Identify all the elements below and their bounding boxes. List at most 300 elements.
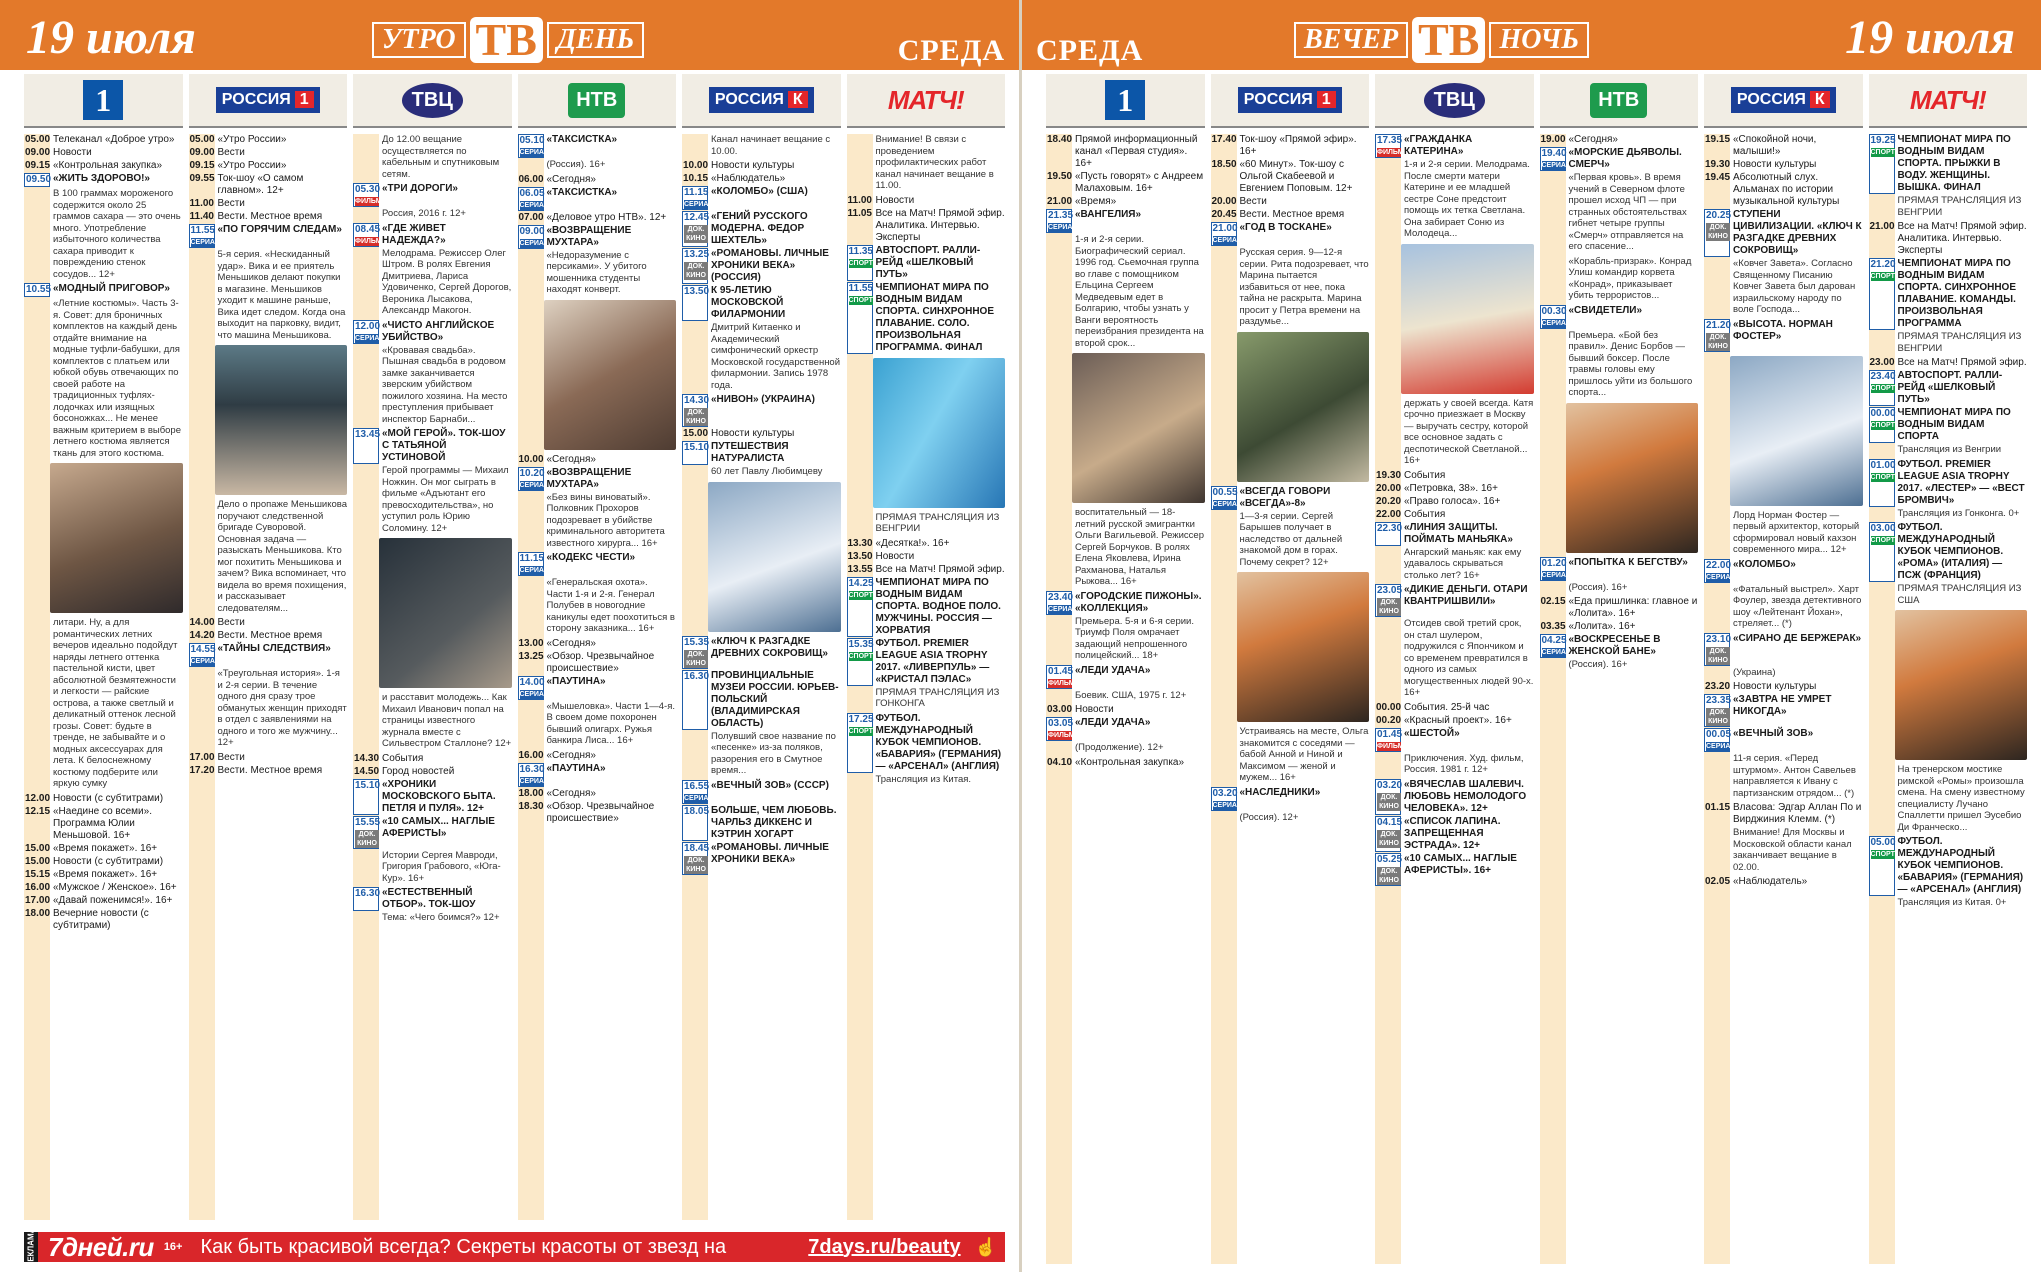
brand-tv-logo: ТВ — [1412, 17, 1485, 63]
programme-title: «Контрольная закупка» — [1075, 756, 1185, 768]
programme-time: 01.45 — [1048, 665, 1074, 677]
programme-title: «ТАЙНЫ СЛЕДСТВИЯ» — [217, 643, 331, 654]
programme-time-cell — [1046, 757, 1072, 769]
ad-age-rating: 16+ — [163, 1241, 183, 1253]
programme-time-cell — [1375, 522, 1401, 546]
genre-badge: ФИЛЬМ — [1377, 742, 1404, 750]
programme-time: 10.55 — [26, 284, 52, 295]
programme-description: (Россия). 12+ — [1239, 811, 1299, 823]
programme-time: 13.30 — [847, 537, 873, 549]
programme-title: ЧЕМПИОНАТ МИРА ПО ВОДНЫМ ВИДАМ СПОРТА. ВОДНОЕ ПОЛО. МУЖЧИНЫ. РОССИЯ — ХОРВАТИЯ — [875, 576, 1001, 636]
programme-time: 03.20 — [1212, 787, 1238, 799]
programme-time: 18.45 — [684, 842, 710, 854]
genre-badge: СПОРТ — [1870, 422, 1895, 429]
brand-word-2: НОЧЬ — [1489, 22, 1589, 58]
programme-title: «ВОСКРЕСЕНЬЕ В ЖЕНСКОЙ БАНЕ» — [1568, 634, 1661, 657]
programme-time-cell — [189, 147, 215, 159]
channel-logo-mark: МАТЧ! — [1909, 84, 1986, 115]
programme-time: 03.00 — [1047, 704, 1073, 715]
programme-time-cell — [1869, 459, 1895, 507]
programme-time: 03.35 — [1540, 621, 1566, 632]
programme-listing — [847, 195, 1006, 207]
genre-badge: ДОК. КИНО — [684, 262, 708, 280]
channel-column — [1375, 134, 1534, 1264]
programme-description: держать у своей всегда. Катя срочно приезжает в Москву — выручать сестру, которой все основное задать с деспотической Светланой... 16+ — [1404, 397, 1534, 466]
time-band — [1540, 134, 1571, 1264]
genre-badge: ДОК. КИНО — [1377, 830, 1401, 848]
programme-description: «Мышеловка». Части 1—4-я. В своем доме похоронен бывший олигарх. Ружья банкира Лиса... 16+ — [546, 700, 675, 746]
genre-badge: СПОРТ — [1870, 537, 1895, 544]
programme-time: 10.20 — [519, 467, 545, 479]
programme-time: 10.00 — [518, 453, 544, 465]
programme-time-cell — [682, 248, 708, 284]
programme-time: 04.15 — [1377, 816, 1403, 828]
time-band — [1211, 134, 1242, 1264]
programme-title: «ЧИСТО АНГЛИЙСКОЕ УБИЙСТВО» — [382, 319, 495, 343]
programme-description: «Фатальный выстрел». Харт Фоулер, звезда детективного шоу «Лейтенант Йохан», стреляет... (*) — [1733, 583, 1862, 629]
programme-photo — [1566, 403, 1699, 553]
right-brand — [1294, 14, 1589, 65]
programme-time: 15.10 — [355, 779, 381, 791]
programme-time: 01.00 — [1870, 459, 1896, 471]
programme-listing — [1704, 681, 1863, 693]
programme-listing — [1704, 559, 1863, 583]
programme-title: «ВСЕГДА ГОВОРИ «ВСЕГДА»-8» — [1239, 485, 1331, 509]
programme-listing — [847, 282, 1006, 354]
genre-badge: СЕРИАЛ — [1048, 224, 1078, 231]
programme-title: «ГРАЖДАНКА КАТЕРИНА» — [1404, 134, 1473, 157]
channel-column — [847, 134, 1006, 1220]
programme-time: 18.00 — [518, 787, 544, 799]
channel-logo-mark: 1 — [1105, 80, 1145, 120]
programme-listing — [189, 147, 348, 159]
programme-time: 23.20 — [1705, 681, 1731, 692]
programme-listing — [1211, 159, 1370, 195]
programme-photo — [1730, 356, 1863, 506]
programme-title: Все на Матч! Прямой эфир. Аналитика. Интервью. Эксперты — [875, 207, 1005, 243]
genre-badge: ДОК. КИНО — [684, 856, 708, 874]
programme-time: 13.25 — [684, 249, 710, 260]
programme-time: 05.00 — [25, 134, 51, 145]
programme-time-cell — [1540, 621, 1566, 633]
programme-time-cell — [1704, 559, 1736, 583]
programme-time-cell — [1704, 319, 1730, 352]
programme-listing — [1869, 522, 2028, 582]
programme-description: «Без вины виноватый». Полковник Прохоров подозревает в убийстве криминального авторитета известного хирурга... 16+ — [546, 491, 665, 549]
programme-title: Вести — [217, 198, 245, 209]
programme-listing — [189, 134, 348, 146]
programme-title: «Пусть говорят» с Андреем Малаховым. 16+ — [1075, 171, 1204, 194]
ad-banner[interactable] — [24, 1227, 1005, 1267]
programme-description: 1—3-я серии. Сергей Барышев получает в наследство от дальней знакомой дом в горах. Почему секрет? 12+ — [1239, 510, 1343, 568]
programme-time-cell — [1704, 876, 1730, 888]
programme-listing — [1704, 209, 1863, 257]
genre-badge: СЕРИАЛ — [519, 567, 549, 574]
programme-description: Герой программы — Михаил Ножкин. Он мог сыграть в фильме «Адъютант его превосходительства», но уступил роль Юрию Соломину. 12+ — [382, 465, 509, 534]
programme-time: 00.30 — [1541, 305, 1567, 317]
programme-description: литари. Ну, а для романтических летних вечеров идеально подойдут наряды летнего оттенка пастельной кисти, цвет абсолютной безмятежности и легкости — райские острова, а также светлый и деликатный оттенок лесной грозы. Совет: будьте в тренде, не забывайте и о модных аксессуарах для лета. К белоснежному костюму подберите или яркую сумку — [53, 617, 178, 789]
programme-time-cell — [1869, 370, 1895, 406]
programme-time-cell — [189, 198, 215, 210]
programme-time: 11.55 — [190, 225, 215, 236]
programme-title: «ГОРОДСКИЕ ПИЖОНЫ». «КОЛЛЕКЦИЯ» — [1075, 590, 1202, 614]
genre-badge: ДОК. КИНО — [355, 830, 379, 848]
programme-title: Телеканал «Доброе утро» — [53, 134, 175, 145]
programme-description: Лорд Норман Фостер — первый архитектор, который сформировал новый кахзон современного мира... 12+ — [1733, 509, 1860, 555]
programme-title: «Утро России» — [217, 160, 287, 171]
programme-listing — [353, 320, 512, 344]
channel-logo — [1540, 74, 1699, 128]
programme-time-cell — [24, 908, 50, 932]
programme-time: 01.20 — [1541, 557, 1567, 569]
programme-time-cell — [847, 538, 873, 550]
programme-time-cell — [518, 676, 549, 700]
programme-listing — [1869, 357, 2028, 369]
programme-title: «Обзор. Чрезвычайное происшествие» — [546, 800, 655, 824]
ad-message: Как быть красивой всегда? Секреты красоты от звезд на — [200, 1235, 727, 1258]
programme-time: 10.00 — [683, 160, 709, 171]
pointer-cursor-icon: ☝ — [974, 1236, 997, 1257]
programme-time-cell — [1375, 483, 1401, 495]
programme-time-cell — [682, 394, 708, 427]
programme-listing — [1869, 407, 2028, 443]
programme-description: Тема: «Чего боимся?» 12+ — [382, 912, 500, 923]
programme-listing — [518, 788, 677, 800]
programme-listing — [1869, 258, 2028, 330]
channel-column — [1869, 134, 2028, 1264]
programme-title: «ТАКСИСТКА» — [546, 134, 618, 145]
programme-time: 23.40 — [1048, 591, 1074, 603]
programme-listing — [1046, 757, 1205, 769]
programme-time-cell — [1046, 134, 1072, 170]
programme-title: «МОДНЫЙ ПРИГОВОР» — [53, 283, 170, 294]
programme-time-cell — [189, 630, 215, 642]
channel-logo-name: РОССИЯ — [1736, 91, 1806, 108]
programme-title: СТУПЕНИ ЦИВИЛИЗАЦИИ. «КЛЮЧ К РАЗГАДКЕ ДРЕВНИХ СОКРОВИЩ» — [1733, 209, 1862, 256]
channel-logo — [847, 74, 1006, 128]
programme-listing — [1211, 134, 1370, 158]
programme-description: 1-я и 2-я серии. Мелодрама. После смерти матери Катерине и ее младшей сестре Соне предстоит помощь их тетка Светлана. Она забирает Соню из Молодеца... — [1404, 159, 1530, 239]
programme-time: 13.55 — [847, 563, 873, 575]
programme-listing — [1375, 715, 1534, 727]
programme-time: 18.00 — [25, 907, 51, 919]
programme-time: 14.50 — [354, 765, 380, 777]
programme-title: Новости — [875, 194, 915, 206]
programme-time-cell — [1046, 196, 1072, 208]
programme-time-cell — [1704, 134, 1730, 158]
programme-listing — [1540, 305, 1699, 329]
programme-time: 18.40 — [1047, 134, 1073, 145]
programme-listing — [518, 763, 677, 787]
channel-column — [1704, 134, 1863, 1264]
programme-listing — [847, 564, 1006, 576]
programme-title: ФУТБОЛ. PREMIER LEAGUE ASIA TROPHY 2017. «ЛИВЕРПУЛЬ» — «КРИСТАЛ ПЭЛАС» — [875, 637, 990, 685]
programme-title: «Деловое утро НТВ». 12+ — [546, 211, 667, 223]
programme-time: 13.50 — [684, 286, 710, 297]
channel-logo — [1704, 74, 1863, 128]
programme-time-cell — [1046, 665, 1075, 689]
channel-logo-name: РОССИЯ — [1243, 91, 1313, 108]
programme-title: Новости культуры — [711, 428, 795, 439]
programme-title: Новости (с субтитрами) — [53, 855, 164, 867]
programme-time: 15.15 — [25, 868, 51, 880]
programme-time: 11.55 — [848, 282, 873, 294]
programme-listing — [189, 765, 348, 777]
programme-time-cell — [518, 763, 549, 787]
ad-banner-area — [24, 1226, 1005, 1267]
programme-time-cell — [353, 753, 379, 765]
programme-description: (Россия). 16+ — [1568, 581, 1628, 593]
programme-time-cell — [24, 895, 50, 907]
programme-time: 17.35 — [1377, 135, 1403, 146]
programme-description: Отсидев свой третий срок, он стал шулером, подружился с Япончиком и со временем превратился в одного из самых могущественных людей 90-х. 16+ — [1404, 618, 1534, 698]
programme-listing — [1704, 876, 1863, 888]
programme-photo — [1237, 332, 1370, 482]
programme-listing — [1540, 147, 1699, 171]
programme-time: 22.00 — [1706, 559, 1732, 571]
programme-description: В 100 граммах мороженого содержится около 25 граммов сахара — это очень много. Употребление избыточного количества сахара приводит к повреждению стенок сосудов... 12+ — [53, 188, 181, 280]
programme-description: Трансляция из Венгрии — [1897, 444, 2002, 455]
genre-badge: СПОРТ — [1870, 473, 1895, 481]
programme-time: 11.05 — [847, 207, 872, 219]
programme-title: ФУТБОЛ. МЕЖДУНАРОДНЫЙ КУБОК ЧЕМПИОНОВ. «БАВАРИЯ» (ГЕРМАНИЯ) — «АРСЕНАЛ» (АНГЛИЯ) — [875, 712, 1002, 772]
programme-time-cell — [1046, 171, 1072, 195]
programme-time: 14.00 — [519, 676, 545, 688]
genre-badge: СПОРТ — [848, 296, 873, 304]
programme-time: 20.45 — [1211, 209, 1237, 220]
programme-time: 17.40 — [1211, 134, 1237, 145]
time-band — [1375, 134, 1404, 1264]
ad-site-logo[interactable]: 7дней.ru — [48, 1231, 154, 1262]
programme-title: «ПАУТИНА» — [546, 675, 606, 687]
programme-listing — [353, 766, 512, 778]
programme-photo — [873, 358, 1006, 508]
programme-time: 14.00 — [189, 617, 215, 628]
programme-time: 09.55 — [189, 173, 215, 184]
programme-title: Ток-шоу «О самом главном». 12+ — [217, 173, 304, 196]
programme-listing — [682, 186, 841, 210]
programme-time-cell — [518, 225, 549, 249]
programme-title: «Мужское / Женское». 16+ — [53, 881, 177, 893]
programme-time: 13.50 — [847, 550, 873, 562]
programme-time: 17.00 — [25, 894, 51, 906]
programme-time: 05.25 — [1377, 853, 1403, 865]
programme-title: Вести — [1239, 196, 1267, 207]
programme-description: Ангарский маньяк: как ему удавалось скрываться столько лет? 16+ — [1404, 546, 1522, 581]
programme-listing — [682, 285, 841, 321]
programme-time-cell — [353, 320, 385, 344]
genre-badge: СЕРИАЛ — [1212, 237, 1242, 244]
programme-description: 5-я серия. «Нескиданный удар». Вика и ее приятель Меньшиков делают покупки в магазине. Меньшиков уходит к машине раньше, Вика идет следом. Когда она выходит на парковку, видит, что машина Меньшикова. — [217, 249, 346, 341]
programme-time: 19.45 — [1705, 172, 1731, 183]
programme-time-cell — [847, 638, 873, 686]
programme-title: «ТАКСИСТКА» — [546, 186, 618, 198]
programme-title: «СПИСОК ЛАПИНА. ЗАПРЕЩЕННАЯ ЭСТРАДА». 12+ — [1404, 815, 1501, 851]
programme-time: 23.05 — [1377, 585, 1403, 596]
programme-time-cell — [1869, 407, 1895, 443]
programme-title: События — [382, 752, 424, 764]
programme-description: 60 лет Павлу Любимцеву — [711, 466, 823, 477]
channel-logo-name: РОССИЯ — [221, 91, 291, 108]
programme-listing — [1046, 591, 1205, 615]
programme-listing — [353, 183, 512, 207]
programme-time: 20.00 — [1211, 196, 1237, 207]
programme-listing — [847, 245, 1006, 281]
programme-time: 01.45 — [1377, 728, 1403, 740]
programme-listing — [1046, 134, 1205, 170]
channel-column — [1211, 134, 1370, 1264]
programme-time-cell — [1375, 702, 1401, 714]
programme-time-cell — [1704, 694, 1730, 727]
programme-time-cell — [353, 428, 379, 464]
programme-title: «Красный проект». 16+ — [1404, 714, 1512, 726]
channel-column — [682, 134, 841, 1220]
programme-listing — [682, 394, 841, 427]
programme-listing — [518, 212, 677, 224]
programme-time: 04.25 — [1541, 635, 1567, 646]
programme-listing — [682, 780, 841, 804]
programme-time: 03.00 — [1870, 523, 1896, 534]
programme-time: 23.40 — [1870, 371, 1896, 382]
programme-listing — [1869, 459, 2028, 507]
programme-description: Трансляция из Гонконга. 0+ — [1897, 507, 2020, 519]
genre-badge: СЕРИАЛ — [1541, 649, 1571, 656]
programme-title: «Наедине со всеми». Программа Юлии Меньшовой. 16+ — [53, 805, 152, 841]
programme-title: «ПОПЫТКА К БЕГСТВУ» — [1568, 556, 1688, 568]
genre-badge: СЕРИАЛ — [519, 777, 549, 785]
genre-badge: СЕРИАЛ — [1541, 162, 1571, 169]
programme-title: События. 25-й час — [1404, 701, 1490, 713]
programme-description: Истории Сергея Мавроди, Григория Грабового, «Юга-Кур». 16+ — [382, 849, 501, 884]
programme-time: 23.00 — [1869, 357, 1895, 368]
programme-time: 20.20 — [1376, 495, 1402, 507]
genre-badge: ДОК. КИНО — [1377, 793, 1401, 811]
programme-time: 19.30 — [1376, 469, 1402, 481]
programme-title: «РОМАНОВЫ. ЛИЧНЫЕ ХРОНИКИ ВЕКА» — [711, 841, 829, 865]
programme-time: 14.25 — [848, 577, 874, 589]
programme-title: ПУТЕШЕСТВИЯ НАТУРАЛИСТА — [711, 441, 789, 464]
programme-listing — [1046, 196, 1205, 208]
programme-title: «Наблюдатель» — [1733, 876, 1808, 887]
programme-title: «Сегодня» — [1568, 134, 1618, 145]
programme-time: 05.10 — [519, 135, 545, 146]
programme-listing — [682, 160, 841, 172]
programme-title: ЧЕМПИОНАТ МИРА ПО ВОДНЫМ ВИДАМ СПОРТА. СИНХРОННОЕ ПЛАВАНИЕ. КОМАНДЫ. ПРОИЗВОЛЬНАЯ ПРОГРАММА — [1897, 258, 2016, 329]
programme-time-cell — [1704, 681, 1730, 693]
programme-title: «КОЛОМБО» — [1733, 558, 1796, 570]
left-channel-logos — [24, 74, 1005, 128]
programme-listing — [1211, 196, 1370, 208]
programme-description: На тренерском мостике римской «Ромы» произошла смена. На смену известному специалисту Лучано Спаллетти пришел Эусебио Ди Франческо... — [1897, 764, 2025, 833]
programme-title: «КОДЕКС ЧЕСТИ» — [546, 552, 636, 563]
programme-title: Новости — [1075, 704, 1114, 715]
programme-time: 21.00 — [1047, 196, 1073, 207]
programme-time-cell — [518, 134, 549, 158]
genre-badge: ФИЛЬМ — [355, 198, 382, 205]
genre-badge: СЕРИАЛ — [1541, 319, 1571, 327]
programme-listing — [682, 670, 841, 730]
programme-time: 16.00 — [518, 749, 544, 761]
programme-listing — [1704, 159, 1863, 171]
programme-time: 12.45 — [684, 212, 710, 223]
programme-title: События — [1404, 469, 1446, 481]
programme-time-cell — [682, 186, 714, 210]
programme-time-cell — [24, 173, 50, 187]
programme-description: Дело о пропаже Меньшикова поручают следственной бригаде Суворовой. Основная задача — разыскать Меньшикова. Кто мог похитить Меньшикова и зачем? Вика вспоминает, что видела во время похищения, и рассказывает следователям... — [217, 499, 347, 614]
channel-column — [1046, 134, 1205, 1264]
genre-badge: ДОК. КИНО — [684, 225, 708, 243]
programme-listing — [518, 187, 677, 211]
left-page — [0, 0, 1019, 1272]
programme-title: «ЛЕДИ УДАЧА» — [1075, 664, 1151, 676]
programme-listing — [847, 638, 1006, 686]
programme-title: Город новостей — [382, 765, 455, 777]
programme-title: События — [1404, 508, 1446, 520]
programme-time-cell — [1046, 704, 1072, 716]
programme-description: (Россия). 16+ — [1568, 659, 1628, 670]
programme-title: Новости культуры — [711, 160, 795, 171]
programme-time-cell — [682, 670, 708, 730]
channel-logo — [1046, 74, 1205, 128]
programme-time-cell — [1869, 221, 1895, 257]
programme-time-cell — [189, 224, 220, 248]
genre-badge: СЕРИАЛ — [519, 690, 549, 698]
programme-time: 11.00 — [189, 198, 214, 209]
programme-time-cell — [24, 283, 50, 297]
programme-listing — [518, 552, 677, 576]
programme-listing — [518, 801, 677, 825]
programme-time: 13.25 — [518, 650, 544, 662]
channel-logo-number: 1 — [1317, 91, 1336, 108]
programme-listing — [1704, 172, 1863, 208]
programme-time: 15.35 — [848, 638, 874, 650]
programme-listing — [353, 753, 512, 765]
programme-title: «ВОЗВРАЩЕНИЕ МУХТАРА» — [546, 466, 632, 490]
genre-badge: ДОК. КИНО — [1706, 708, 1730, 726]
ad-link[interactable]: 7days.ru/beauty — [808, 1235, 961, 1258]
programme-listing — [24, 147, 183, 159]
programme-title: Абсолютный слух. Альманах по истории музыкальной культуры — [1733, 172, 1840, 207]
channel-logo — [518, 74, 677, 128]
programme-description: «Кровавая свадьба». Пышная свадьба в родовом замке заканчивается зверским убийством пожилого хозяина. На место преступления прибывает инспектор Барнаби... — [382, 344, 508, 425]
programme-description: ПРЯМАЯ ТРАНСЛЯЦИЯ ИЗ ГОНКОНГА — [875, 686, 1000, 709]
programme-time-cell — [682, 211, 708, 247]
programme-time: 05.00 — [1870, 837, 1896, 848]
programme-time-cell — [1046, 591, 1078, 615]
programme-title: «ВЫСОТА. НОРМАН ФОСТЕР» — [1733, 318, 1833, 342]
programme-time: 14.30 — [354, 752, 380, 764]
programme-time-cell — [847, 551, 873, 563]
programme-time: 01.15 — [1705, 802, 1731, 813]
programme-time: 00.00 — [1870, 408, 1896, 419]
programme-listing — [682, 636, 841, 669]
programme-time-cell — [353, 887, 379, 911]
programme-title: Новости (с субтитрами) — [53, 792, 164, 804]
programme-listing — [24, 283, 183, 297]
programme-time-cell — [847, 195, 873, 207]
programme-time: 19.15 — [1705, 134, 1731, 145]
programme-title: «Контрольная закупка» — [53, 160, 163, 171]
programme-time-cell — [682, 173, 708, 185]
programme-time: 05.00 — [189, 134, 215, 145]
time-band — [189, 134, 220, 1220]
programme-description: (Россия). 16+ — [546, 159, 606, 170]
programme-time-cell — [24, 806, 50, 842]
programme-listing — [189, 198, 348, 210]
programme-time: 02.15 — [1540, 596, 1566, 607]
programme-time-cell — [189, 134, 215, 146]
programme-listing — [847, 208, 1006, 244]
